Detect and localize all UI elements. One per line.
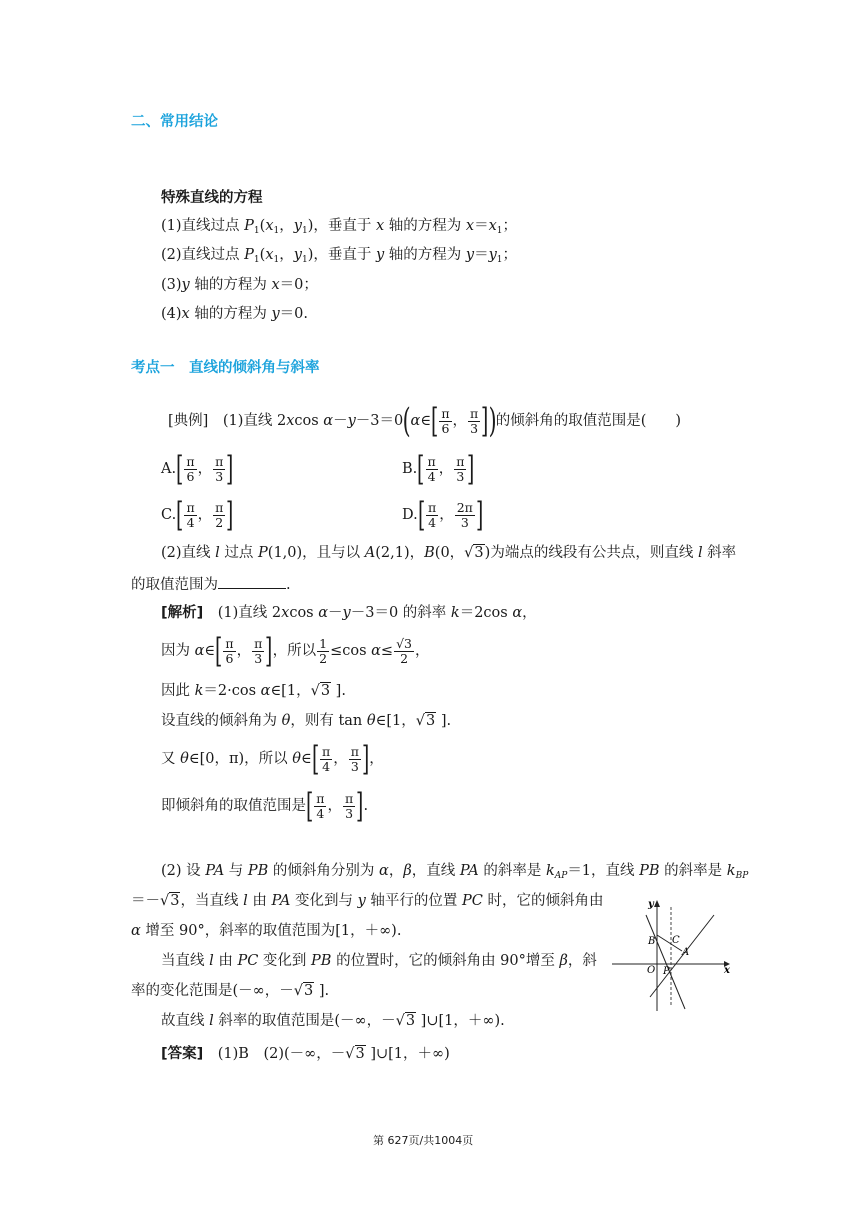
analysis-line2: 因为 α∈[ $\frac{\pi}{6}$ ， $\frac{\pi}{3}$ ]，所以 $\frac{1}{2}$ ≤cos α≤ $\frac{√3}{2}$ ， [161,631,430,671]
label-x: x [724,965,730,976]
y-axis-arrow-icon [654,900,660,907]
topic-title: 考点一 直线的倾斜角与斜率 [131,360,320,376]
option-b: B.[ $\frac{\pi}{4}$ ， $\frac{\pi}{3}$ ] [402,449,475,489]
answer-line: [答案] (1)B (2)(－∞，－√3 ]∪[1，＋∞) [161,1046,450,1062]
option-a: A.[ $\frac{\pi}{6}$ ， $\frac{\pi}{3}$ ] [161,449,234,489]
label-c: C [672,935,680,946]
analysis-line4: 设直线的倾斜角为 θ，则有 tan θ∈[1，√3 ]. [161,713,452,729]
label-y: y [648,899,654,910]
example-q1: [典例] (1)直线 2xcos α－y－3＝0(α∈[ $\frac{\pi}{6}$ ， $\frac{\pi}{3}$ ])的倾斜角的取值范围是( ) [168,401,682,441]
analysis-p2-line4: 当直线 l 由 PC 变化到 PB 的位置时，它的倾斜角由 90°增至 β，斜 [161,953,597,969]
conclusion-4: (4)x 轴的方程为 y＝0. [161,306,308,322]
analysis-p2-line2: ＝－√3，当直线 l 由 PA 变化到与 y 轴平行的位置 PC 时，它的倾斜角由 [131,893,604,909]
example-q2-line1: (2)直线 l 过点 P(1,0)，且与以 A(2,1)，B(0，√3)为端点的线段有公共点，则直线 l 斜率 [161,545,737,561]
option-d: D.[ $\frac{\pi}{4}$ ， $\frac{2\pi}{3}$ ] [402,495,484,535]
option-c: C.[ $\frac{\pi}{4}$ ， $\frac{\pi}{2}$ ] [161,495,234,535]
section-title: 二、常用结论 [131,114,218,130]
label-p: P [663,966,670,977]
line-diagram [608,893,732,1013]
analysis-line6: 即倾斜角的取值范围是[ $\frac{\pi}{4}$ ， $\frac{\pi}{3}$ ]. [161,786,369,826]
label-a: A [682,947,690,958]
conclusion-3: (3)y 轴的方程为 x＝0； [161,277,318,293]
page-footer: 第 627页/共1004页 [373,1134,474,1147]
analysis-p2-line1: (2) 设 PA 与 PB 的倾斜角分别为 α，β，直线 PA 的斜率是 $k_{AP}=1$，直线 PB 的斜率是 $k_{BP}$ [161,863,749,881]
analysis-p2-line3: α 增至 90°，斜率的取值范围为[1，＋∞). [131,923,402,939]
label-b: B [648,936,656,947]
conclusion-2: (2)直线过点 $P_1(x_1$，$y_1$)，垂直于 y 轴的方程为 $y=y_1$； [161,247,518,265]
subsection-title: 特殊直线的方程 [161,190,263,206]
analysis-line3: 因此 k＝2·cos α∈[1，√3 ]. [161,683,346,699]
analysis-line1: [解析] (1)直线 2xcos α－y－3＝0 的斜率 k＝2cos α， [161,605,537,621]
analysis-line5: 又 θ∈[0，π)，所以 θ∈[ $\frac{\pi}{4}$ ， $\frac{\pi}{3}$ ]， [161,739,384,779]
conclusion-1: (1)直线过点 $P_1(x_1$，$y_1$)，垂直于 x 轴的方程为 $x=x_1$； [161,218,517,236]
example-q2-line2: 的取值范围为 . [131,574,291,595]
label-o: O [647,965,656,976]
analysis-p2-line5: 率的变化范围是(－∞，－√3 ]. [131,983,330,999]
analysis-p2-line6: 故直线 l 斜率的取值范围是(－∞，－√3 ]∪[1，＋∞). [161,1013,505,1029]
